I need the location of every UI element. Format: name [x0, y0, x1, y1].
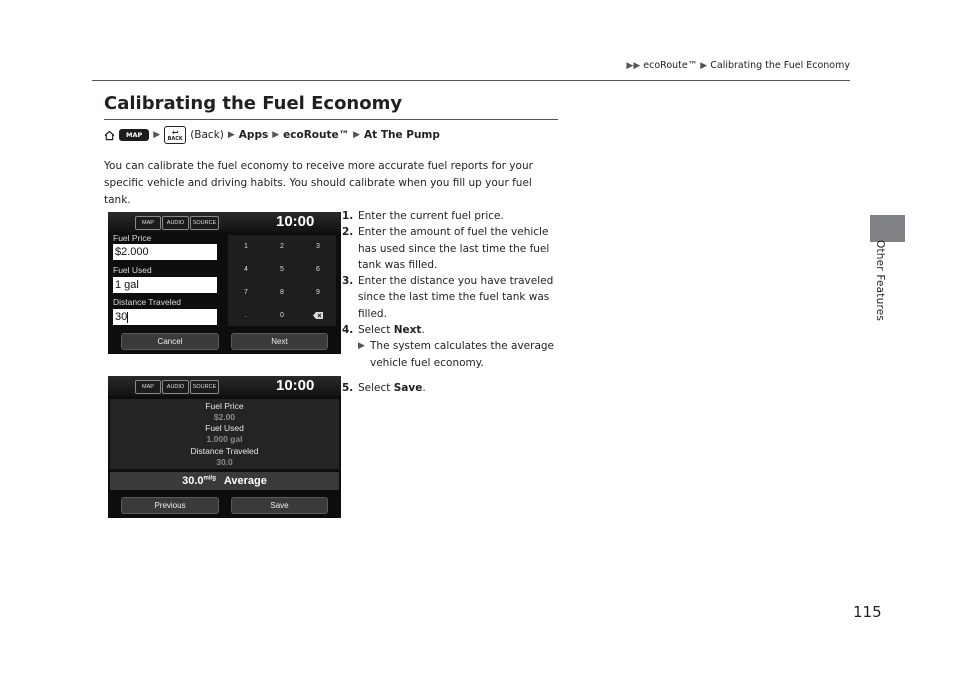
step-5: 5. Select Save. [342, 381, 426, 394]
average-unit: mi/g [203, 475, 216, 482]
distance-label: Distance Traveled [113, 297, 182, 307]
fuel-entry-screen [108, 212, 341, 354]
path-at-the-pump: At The Pump [364, 129, 440, 141]
page-number: 115 [853, 603, 882, 621]
map-button[interactable]: MAP [135, 380, 161, 394]
back-text: (Back) [190, 129, 224, 141]
text-cursor [127, 312, 128, 323]
path-ecoroute: ecoRoute™ [283, 129, 350, 141]
distance-field[interactable]: 30 [113, 309, 217, 325]
save-button[interactable]: Save [231, 497, 328, 514]
fuel-used-label: Fuel Used [205, 423, 244, 433]
fuel-used-label: Fuel Used [113, 265, 152, 275]
fuel-used-field[interactable]: 1 gal [113, 277, 217, 293]
map-button[interactable]: MAP [135, 216, 161, 230]
clock: 10:00 [276, 377, 315, 394]
fuel-used-value: 1.000 gal [206, 434, 243, 444]
breadcrumb-item: ecoRoute™ [643, 60, 698, 71]
average-value: 30.0 [182, 475, 204, 487]
previous-button[interactable]: Previous [121, 497, 219, 514]
source-button[interactable]: SOURCE [190, 380, 219, 394]
audio-button[interactable]: AUDIO [162, 216, 189, 230]
home-icon [104, 130, 115, 141]
source-button[interactable]: SOURCE [190, 216, 219, 230]
navigation-path [104, 126, 440, 144]
key-7[interactable]: 7 [244, 288, 248, 296]
section-tab [870, 215, 905, 242]
step-4: 4. Select Next. [342, 324, 425, 337]
fuel-price-label: Fuel Price [113, 233, 152, 243]
step-3: 3. Enter the distance you have traveled since the last time the fuel tank was filled. [342, 275, 554, 320]
key-3[interactable]: 3 [316, 242, 320, 250]
breadcrumb-arrow-icon: ▶▶ [626, 61, 641, 71]
clock: 10:00 [276, 213, 315, 230]
key-8[interactable]: 8 [280, 288, 284, 296]
audio-button[interactable]: AUDIO [162, 380, 189, 394]
key-9[interactable]: 9 [316, 288, 320, 296]
arrow-icon: ▶ [227, 130, 235, 140]
header-rule [92, 80, 850, 81]
step-1: 1. Enter the current fuel price. [342, 210, 504, 222]
arrow-icon: ▶ [353, 130, 361, 140]
step-2: 2. Enter the amount of fuel the vehicle has used since the last time the fuel tank was filled. [342, 226, 550, 271]
fuel-price-label: Fuel Price [205, 401, 244, 411]
key-1[interactable]: 1 [244, 242, 248, 250]
cancel-button[interactable]: Cancel [121, 333, 219, 350]
distance-label: Distance Traveled [190, 446, 259, 456]
backspace-key[interactable] [300, 304, 336, 326]
result-arrow-icon: ▶ [358, 341, 365, 352]
page-title: Calibrating the Fuel Economy [104, 93, 403, 114]
intro-paragraph: You can calibrate the fuel economy to receive more accurate fuel reports for your specific vehicle and driving habits. You should calibrate when you fill up your fuel tank. [104, 160, 533, 206]
arrow-icon: ▶ [153, 130, 161, 140]
backspace-icon [313, 312, 323, 319]
average-bar [110, 472, 339, 490]
distance-value: 30.0 [216, 457, 233, 467]
fuel-summary-screen [108, 376, 341, 518]
breadcrumb-arrow-icon: ▶ [700, 61, 708, 71]
keypad [228, 235, 336, 326]
title-rule [104, 119, 558, 120]
average-label: Average [223, 475, 267, 487]
key-2[interactable]: 2 [280, 242, 284, 250]
next-button[interactable]: Next [231, 333, 328, 350]
map-button-icon: MAP [119, 129, 149, 141]
steps-list [342, 208, 562, 396]
breadcrumb-item: Calibrating the Fuel Economy [710, 60, 850, 71]
section-label: Other Features [874, 240, 886, 322]
step-4-result: ▶ The system calculates the average vehicle fuel economy. [342, 338, 562, 371]
back-button-icon: ↩ BACK [164, 126, 186, 144]
breadcrumb [626, 60, 850, 71]
fuel-price-value: $2.00 [213, 412, 236, 422]
arrow-icon: ▶ [272, 130, 280, 140]
key-0[interactable]: 0 [280, 311, 284, 319]
key-6[interactable]: 6 [316, 265, 320, 273]
key-5[interactable]: 5 [280, 265, 284, 273]
path-apps: Apps [238, 129, 269, 141]
key-4[interactable]: 4 [244, 265, 248, 273]
fuel-price-field[interactable]: $2.000 [113, 244, 217, 260]
key-decimal[interactable]: . [245, 311, 247, 319]
